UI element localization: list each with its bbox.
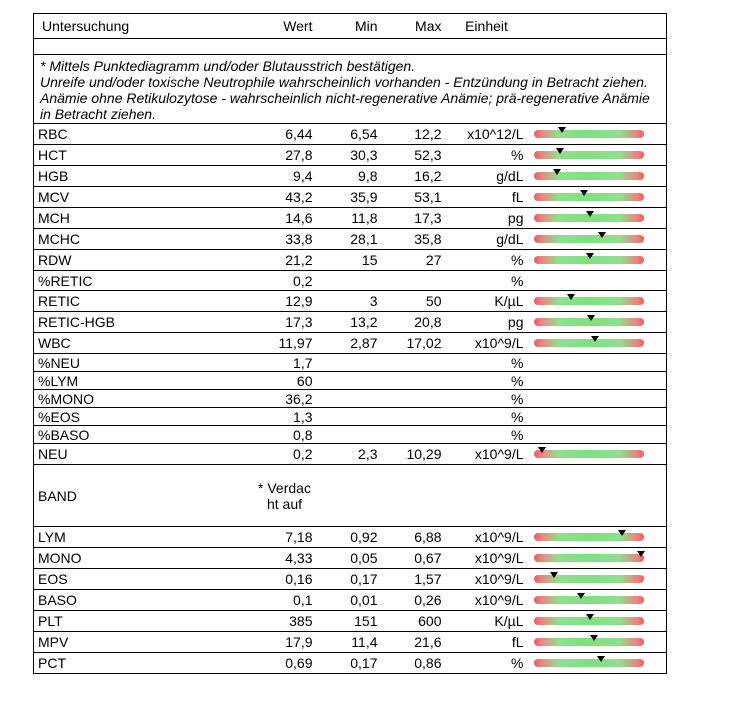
test-name: NEU — [34, 444, 253, 465]
range-bar — [534, 312, 644, 332]
range-bar-cell — [528, 569, 667, 590]
test-unit: % — [446, 354, 528, 372]
range-bar-cell — [528, 312, 667, 333]
range-bar-cell — [528, 408, 667, 426]
test-min: 9,8 — [317, 166, 382, 187]
table-row — [34, 408, 667, 426]
range-bar — [534, 229, 644, 249]
table-row — [34, 145, 667, 166]
test-name: %BASO — [34, 426, 253, 444]
range-bar — [534, 208, 644, 228]
test-value: 0,69 — [253, 653, 317, 674]
header-range — [528, 14, 667, 39]
test-max: 16,2 — [382, 166, 446, 187]
test-unit: % — [446, 653, 528, 674]
value-marker-icon — [580, 190, 588, 196]
blank-row — [34, 39, 667, 55]
range-bar — [534, 527, 644, 547]
results-table — [33, 13, 667, 674]
range-bar-cell — [528, 166, 667, 187]
test-value: 60 — [253, 372, 317, 390]
note-3: Anämie ohne Retikulozytose - wahrscheinlich nicht-regenerative Anämie; prä-regenerative Anämie in Betracht ziehen. — [40, 90, 650, 122]
test-max: 0,26 — [382, 590, 446, 611]
test-unit: x10^9/L — [446, 527, 528, 548]
test-unit: K/µL — [446, 291, 528, 312]
header-test: Untersuchung — [34, 14, 253, 39]
range-bar — [534, 333, 644, 353]
test-name: RDW — [34, 250, 253, 271]
range-bar-cell — [528, 590, 667, 611]
test-name: %MONO — [34, 390, 253, 408]
test-value: 17,9 — [253, 632, 317, 653]
test-unit — [446, 465, 528, 527]
test-value: 0,1 — [253, 590, 317, 611]
range-bar-cell — [528, 548, 667, 569]
value-marker-icon — [598, 232, 606, 238]
range-bar-cell — [528, 372, 667, 390]
table-row — [34, 372, 667, 390]
test-name: %LYM — [34, 372, 253, 390]
test-unit: x10^9/L — [446, 444, 528, 465]
test-max — [382, 465, 446, 527]
table-row — [34, 229, 667, 250]
range-bar-cell — [528, 426, 667, 444]
test-min — [317, 271, 382, 291]
range-bar — [534, 187, 644, 207]
test-value: * Verdac ht auf — [253, 465, 317, 527]
test-name: MONO — [34, 548, 253, 569]
test-max — [382, 426, 446, 444]
test-value: 0,2 — [253, 444, 317, 465]
test-name: %NEU — [34, 354, 253, 372]
test-unit: % — [446, 250, 528, 271]
range-track — [534, 450, 644, 458]
table-row — [34, 653, 667, 674]
value-marker-icon — [586, 614, 594, 620]
test-unit: % — [446, 390, 528, 408]
range-bar-cell — [528, 632, 667, 653]
table-row — [34, 124, 667, 145]
test-name: PLT — [34, 611, 253, 632]
test-value: 385 — [253, 611, 317, 632]
value-marker-icon — [567, 294, 575, 300]
header-max: Max — [382, 14, 446, 39]
table-row — [34, 527, 667, 548]
test-value: 0,8 — [253, 426, 317, 444]
test-unit: % — [446, 408, 528, 426]
table-row — [34, 291, 667, 312]
test-min: 2,3 — [317, 444, 382, 465]
test-max: 21,6 — [382, 632, 446, 653]
test-max: 10,29 — [382, 444, 446, 465]
test-min: 0,92 — [317, 527, 382, 548]
test-unit: x10^9/L — [446, 548, 528, 569]
table-row — [34, 632, 667, 653]
test-unit: % — [446, 372, 528, 390]
test-min: 2,87 — [317, 333, 382, 354]
range-track — [534, 151, 644, 159]
range-track — [534, 638, 644, 646]
range-bar — [534, 124, 644, 144]
range-track — [534, 533, 644, 541]
test-unit: g/dL — [446, 229, 528, 250]
table-row — [34, 465, 667, 527]
test-max — [382, 354, 446, 372]
table-row — [34, 166, 667, 187]
table-row — [34, 426, 667, 444]
value-marker-icon — [553, 169, 561, 175]
value-marker-icon — [618, 530, 626, 536]
table-row — [34, 312, 667, 333]
range-bar-cell — [528, 291, 667, 312]
test-unit: % — [446, 271, 528, 291]
test-name: RETIC-HGB — [34, 312, 253, 333]
table-row — [34, 590, 667, 611]
test-min — [317, 390, 382, 408]
test-max — [382, 372, 446, 390]
test-min: 11,8 — [317, 208, 382, 229]
table-row — [34, 250, 667, 271]
test-value: 11,97 — [253, 333, 317, 354]
range-bar-cell — [528, 145, 667, 166]
range-bar — [534, 444, 644, 464]
test-value: 4,33 — [253, 548, 317, 569]
test-name: HGB — [34, 166, 253, 187]
range-bar-cell — [528, 465, 667, 527]
range-track — [534, 339, 644, 347]
test-max: 1,57 — [382, 569, 446, 590]
range-bar-cell — [528, 250, 667, 271]
test-name: WBC — [34, 333, 253, 354]
range-bar — [534, 653, 644, 673]
test-max: 53,1 — [382, 187, 446, 208]
test-value: 0,16 — [253, 569, 317, 590]
test-min: 28,1 — [317, 229, 382, 250]
test-value: 33,8 — [253, 229, 317, 250]
test-max: 20,8 — [382, 312, 446, 333]
test-unit: fL — [446, 632, 528, 653]
test-name: MCH — [34, 208, 253, 229]
test-max: 27 — [382, 250, 446, 271]
range-bar — [534, 166, 644, 186]
test-value: 6,44 — [253, 124, 317, 145]
range-bar-cell — [528, 333, 667, 354]
test-unit: % — [446, 145, 528, 166]
range-track — [534, 554, 644, 562]
test-min — [317, 426, 382, 444]
table-row — [34, 569, 667, 590]
test-value: 43,2 — [253, 187, 317, 208]
test-unit: x10^9/L — [446, 590, 528, 611]
notes-cell — [34, 55, 667, 124]
test-min: 0,05 — [317, 548, 382, 569]
test-max: 6,88 — [382, 527, 446, 548]
test-min: 6,54 — [317, 124, 382, 145]
range-bar — [534, 250, 644, 270]
range-bar-cell — [528, 208, 667, 229]
range-bar-cell — [528, 444, 667, 465]
value-marker-icon — [558, 127, 566, 133]
range-bar — [534, 569, 644, 589]
note-1: * Mittels Punktediagramm und/oder Blutausstrich bestätigen. — [40, 58, 416, 74]
value-marker-icon — [587, 315, 595, 321]
test-name: BASO — [34, 590, 253, 611]
test-min — [317, 372, 382, 390]
table-row — [34, 187, 667, 208]
test-min: 0,17 — [317, 569, 382, 590]
range-bar-cell — [528, 271, 667, 291]
test-value: 0,2 — [253, 271, 317, 291]
range-bar-cell — [528, 611, 667, 632]
value-marker-icon — [590, 635, 598, 641]
value-marker-icon — [591, 336, 599, 342]
range-bar — [534, 590, 644, 610]
test-name: EOS — [34, 569, 253, 590]
range-track — [534, 596, 644, 604]
test-value: 17,3 — [253, 312, 317, 333]
test-value: 12,9 — [253, 291, 317, 312]
range-bar-cell — [528, 187, 667, 208]
test-unit: x10^9/L — [446, 333, 528, 354]
range-bar-cell — [528, 124, 667, 145]
value-marker-icon — [586, 211, 594, 217]
test-value: 1,3 — [253, 408, 317, 426]
value-marker-icon — [550, 572, 558, 578]
test-max — [382, 271, 446, 291]
test-name: MCV — [34, 187, 253, 208]
range-bar — [534, 291, 644, 311]
range-track — [534, 130, 644, 138]
test-min: 13,2 — [317, 312, 382, 333]
test-max: 0,86 — [382, 653, 446, 674]
table-row — [34, 444, 667, 465]
test-unit: x10^9/L — [446, 569, 528, 590]
test-name: BAND — [34, 465, 253, 527]
range-bar — [534, 145, 644, 165]
test-max — [382, 408, 446, 426]
header-value: Wert — [253, 14, 317, 39]
test-min: 11,4 — [317, 632, 382, 653]
table-row — [34, 390, 667, 408]
test-name: RBC — [34, 124, 253, 145]
notes-row — [34, 55, 667, 124]
lab-results-sheet — [33, 13, 666, 674]
test-min: 30,3 — [317, 145, 382, 166]
value-marker-icon — [586, 253, 594, 259]
range-bar — [534, 548, 644, 568]
value-marker-icon — [577, 593, 585, 599]
test-name: HCT — [34, 145, 253, 166]
test-max: 0,67 — [382, 548, 446, 569]
test-name: MCHC — [34, 229, 253, 250]
test-max: 17,02 — [382, 333, 446, 354]
test-max: 50 — [382, 291, 446, 312]
test-value: 14,6 — [253, 208, 317, 229]
header-min: Min — [317, 14, 382, 39]
test-value: 27,8 — [253, 145, 317, 166]
test-max: 35,8 — [382, 229, 446, 250]
test-max — [382, 390, 446, 408]
header-unit: Einheit — [446, 14, 528, 39]
test-name: %EOS — [34, 408, 253, 426]
table-row — [34, 611, 667, 632]
range-bar-cell — [528, 390, 667, 408]
test-value: 1,7 — [253, 354, 317, 372]
table-row — [34, 208, 667, 229]
range-track — [534, 297, 644, 305]
test-min — [317, 354, 382, 372]
test-min: 15 — [317, 250, 382, 271]
table-row — [34, 333, 667, 354]
header-row — [34, 14, 667, 39]
test-unit: g/dL — [446, 166, 528, 187]
test-min — [317, 465, 382, 527]
test-max: 12,2 — [382, 124, 446, 145]
test-name: MPV — [34, 632, 253, 653]
value-marker-icon — [637, 551, 645, 557]
test-name: PCT — [34, 653, 253, 674]
table-row — [34, 548, 667, 569]
range-track — [534, 172, 644, 180]
test-min: 0,01 — [317, 590, 382, 611]
test-unit: fL — [446, 187, 528, 208]
test-max: 17,3 — [382, 208, 446, 229]
value-marker-icon — [556, 148, 564, 154]
test-max: 52,3 — [382, 145, 446, 166]
range-bar — [534, 632, 644, 652]
note-2: Unreife und/oder toxische Neutrophile wahrscheinlich vorhanden - Entzündung in Betracht ziehen. — [40, 74, 648, 90]
test-max: 600 — [382, 611, 446, 632]
range-bar-cell — [528, 354, 667, 372]
range-bar-cell — [528, 229, 667, 250]
test-min — [317, 408, 382, 426]
test-unit: % — [446, 426, 528, 444]
test-unit: x10^12/L — [446, 124, 528, 145]
table-row — [34, 271, 667, 291]
range-bar-cell — [528, 527, 667, 548]
test-min: 151 — [317, 611, 382, 632]
test-value: 7,18 — [253, 527, 317, 548]
test-value: 36,2 — [253, 390, 317, 408]
table-row — [34, 354, 667, 372]
range-bar — [534, 611, 644, 631]
test-min: 3 — [317, 291, 382, 312]
range-track — [534, 235, 644, 243]
value-marker-icon — [538, 447, 546, 453]
test-name: RETIC — [34, 291, 253, 312]
value-marker-icon — [597, 656, 605, 662]
test-unit: K/µL — [446, 611, 528, 632]
test-min: 0,17 — [317, 653, 382, 674]
test-value: 9,4 — [253, 166, 317, 187]
test-min: 35,9 — [317, 187, 382, 208]
test-value: 21,2 — [253, 250, 317, 271]
test-unit: pg — [446, 312, 528, 333]
test-unit: pg — [446, 208, 528, 229]
range-track — [534, 659, 644, 667]
test-name: %RETIC — [34, 271, 253, 291]
test-name: LYM — [34, 527, 253, 548]
range-track — [534, 193, 644, 201]
range-bar-cell — [528, 653, 667, 674]
